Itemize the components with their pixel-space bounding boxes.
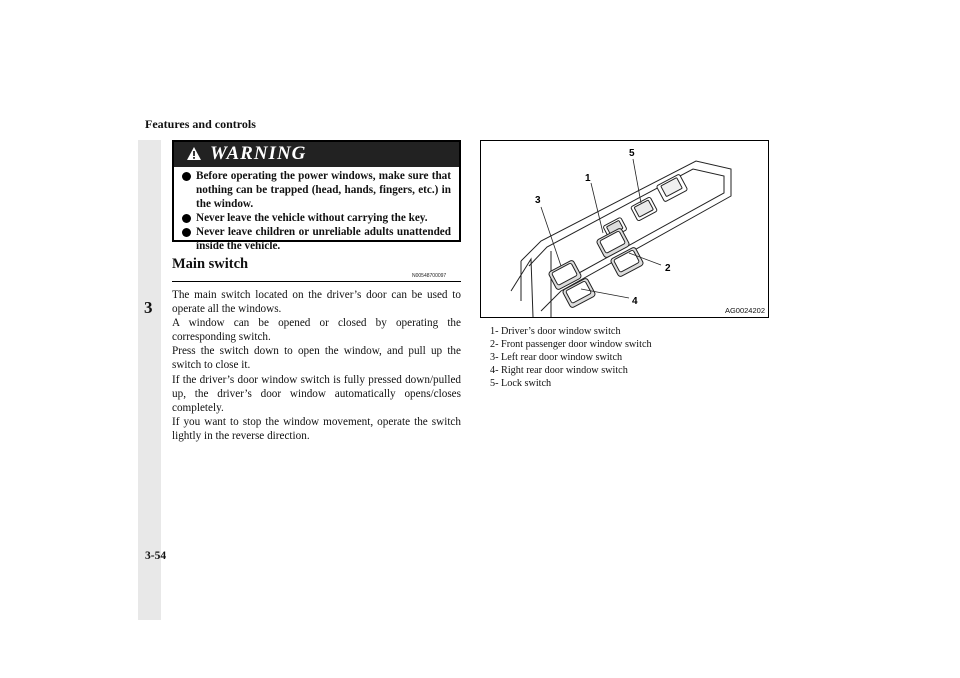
warning-header bbox=[174, 142, 459, 167]
figure-legend bbox=[490, 325, 652, 390]
callout-3: 3 bbox=[535, 195, 541, 206]
warning-title: WARNING bbox=[210, 143, 307, 164]
warning-list bbox=[174, 167, 459, 253]
section-body bbox=[172, 288, 461, 443]
chapter-number: 3 bbox=[144, 298, 153, 317]
bullet-icon bbox=[182, 228, 191, 237]
warning-item: Never leave the vehicle without carrying the key. bbox=[182, 211, 451, 225]
running-header: Features and controls bbox=[145, 117, 256, 131]
figure-code: AG0024202 bbox=[724, 306, 765, 315]
legend-item: 3- Left rear door window switch bbox=[490, 352, 623, 364]
legend-item: 1- Driver’s door window switch bbox=[490, 326, 621, 337]
paragraph: The main switch located on the driver’s door can be used to operate all the windows. bbox=[172, 289, 461, 316]
legend-item: 4- Right rear door window switch bbox=[490, 365, 628, 377]
warning-item: Never leave children or unreliable adults unattended inside the vehicle. bbox=[182, 225, 451, 253]
page-number: 3-54 bbox=[145, 550, 167, 562]
switch-panel-illustration bbox=[481, 141, 768, 317]
bullet-icon bbox=[182, 172, 191, 181]
warning-triangle-icon bbox=[186, 146, 202, 161]
paragraph: If the driver’s door window switch is fully pressed down/pulled up, the driver’s door window automatically opens/closes completely. bbox=[172, 373, 461, 414]
bullet-icon bbox=[182, 214, 191, 223]
callout-1: 1 bbox=[585, 173, 591, 184]
section-title: Main switch bbox=[172, 256, 249, 272]
callout-4: 4 bbox=[632, 296, 638, 307]
warning-box bbox=[172, 140, 461, 252]
paragraph: Press the switch down to open the window, and pull up the switch to close it. bbox=[172, 345, 461, 372]
paragraph: If you want to stop the window movement, operate the switch lightly in the reverse direction. bbox=[172, 415, 461, 442]
legend-item: 2- Front passenger door window switch bbox=[490, 339, 652, 351]
section-divider bbox=[172, 281, 461, 282]
warning-item: Before operating the power windows, make sure that nothing can be trapped (head, hands, fingers, etc.) in the window. bbox=[182, 169, 451, 211]
chapter-tab bbox=[138, 140, 161, 620]
paragraph: A window can be opened or closed by operating the corresponding switch. bbox=[172, 317, 461, 344]
section-code: N00548700097 bbox=[412, 273, 447, 279]
callout-2: 2 bbox=[665, 263, 671, 274]
window-switch-figure bbox=[480, 140, 769, 318]
callout-5: 5 bbox=[629, 148, 635, 159]
legend-item: 5- Lock switch bbox=[490, 378, 552, 390]
